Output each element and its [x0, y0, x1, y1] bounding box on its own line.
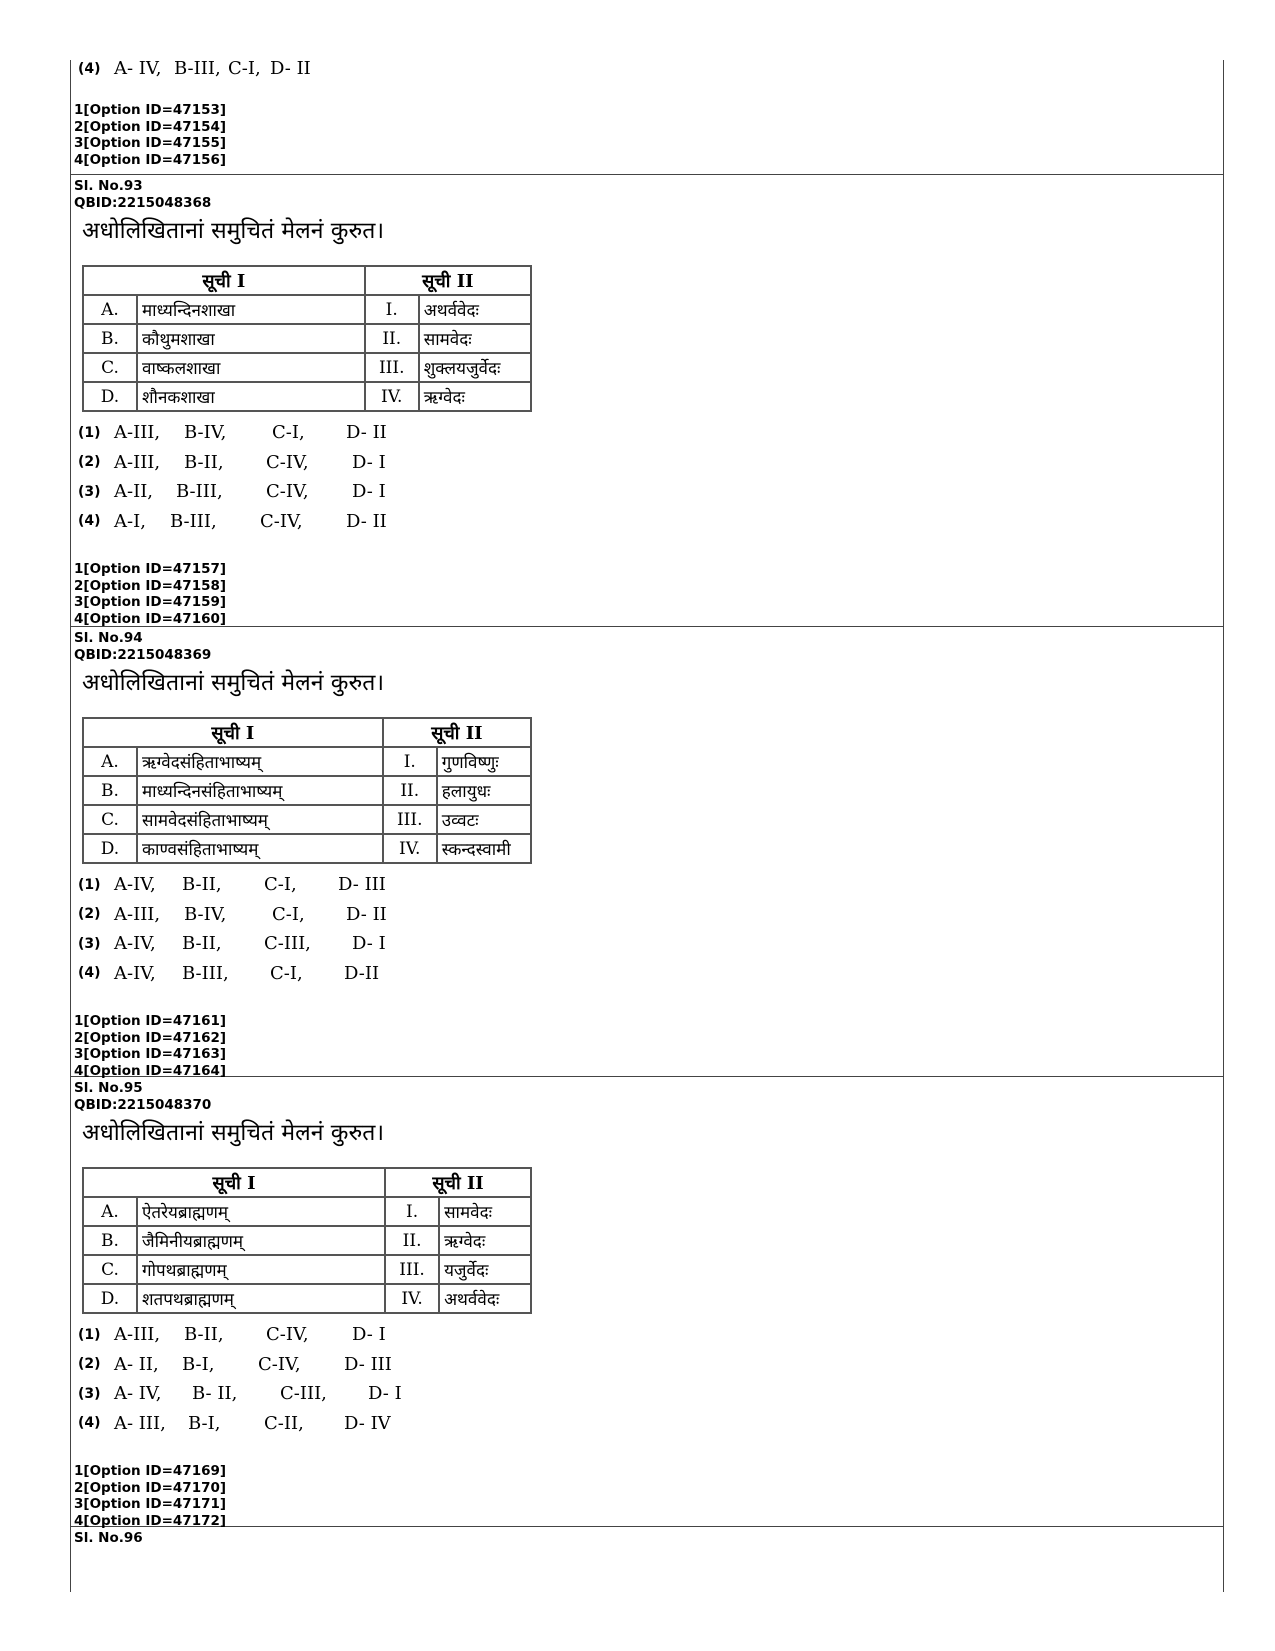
- option-part-d: D-II: [344, 962, 380, 984]
- option-id: 3[Option ID=47171]: [74, 1496, 227, 1512]
- question-95: [70, 1077, 1224, 1527]
- option-part-c: C-I,: [272, 422, 305, 444]
- option-part-d: D- IV: [344, 1412, 391, 1434]
- option-id-list: [74, 1013, 226, 1079]
- option-part-c: C-II,: [264, 1412, 304, 1434]
- list-1-item: कौथुमशाखा: [137, 324, 365, 353]
- serial-number: Sl. No.95: [74, 1080, 143, 1096]
- option-number: (4): [78, 60, 101, 77]
- option-part-c: C-I,: [272, 903, 305, 925]
- list-1-item: काण्वसंहिताभाष्यम्: [137, 834, 383, 863]
- option-part-b: B-II,: [184, 1324, 224, 1346]
- row-numeral: I.: [385, 1197, 439, 1226]
- list-1-item: माध्यन्दिनसंहिताभाष्यम्: [137, 776, 383, 805]
- option-part-b: B-IV,: [184, 422, 227, 444]
- column-header-list-2: सूची II: [383, 718, 531, 747]
- table-row: [83, 353, 531, 382]
- question-text: अधोलिखितानां समुचितं मेलनं कुरुत।: [82, 1120, 385, 1146]
- option-part-a: A-III,: [114, 451, 161, 473]
- list-1-item: वाष्कलशाखा: [137, 353, 365, 382]
- row-numeral: III.: [385, 1255, 439, 1284]
- list-1-item: शौनकशाखा: [137, 382, 365, 411]
- option-number: (4): [78, 1415, 101, 1432]
- option-part-b: B-I,: [182, 1353, 215, 1375]
- option-part-a: A-III,: [114, 422, 161, 444]
- row-letter: B.: [83, 324, 137, 353]
- list-2-item: अथर्ववेदः: [419, 295, 531, 324]
- table-header-row: [83, 718, 531, 747]
- option-part-d: D- I: [352, 933, 386, 955]
- table-row: [83, 295, 531, 324]
- option-row-3: [78, 477, 387, 507]
- option-part-c: C-IV,: [260, 510, 303, 532]
- table-row: [83, 1284, 531, 1313]
- option-id: 1[Option ID=47157]: [74, 561, 227, 577]
- option-row-4: [78, 1409, 402, 1439]
- row-numeral: IV.: [385, 1284, 439, 1313]
- option-part-d: D- III: [338, 874, 386, 896]
- list-2-item: यजुर्वेदः: [439, 1255, 531, 1284]
- row-numeral: II.: [383, 776, 437, 805]
- option-id: 2[Option ID=47154]: [74, 118, 227, 135]
- question-text: अधोलिखितानां समुचितं मेलनं कुरुत।: [82, 670, 385, 696]
- question-meta: [74, 630, 211, 664]
- list-1-item: जैमिनीयब्राह्मणम्: [137, 1226, 385, 1255]
- option-part-a: A- III,: [114, 1412, 166, 1434]
- match-table: [82, 1167, 532, 1314]
- option-part-b: B-II,: [182, 933, 222, 955]
- option-part-b: B-I,: [188, 1412, 221, 1434]
- row-numeral: IV.: [383, 834, 437, 863]
- option-part-b: B-II,: [184, 451, 224, 473]
- table-row: [83, 382, 531, 411]
- option-row-3: [78, 1379, 402, 1409]
- question-94: [70, 627, 1224, 1077]
- option-list: [78, 54, 311, 84]
- option-number: (4): [78, 965, 101, 982]
- option-part-b: B-III,: [182, 962, 229, 984]
- option-part-c: C-I,: [264, 874, 297, 896]
- option-id-list: [74, 561, 226, 627]
- option-number: (3): [78, 935, 101, 952]
- option-number: (2): [78, 906, 101, 923]
- list-2-item: ऋग्वेदः: [439, 1226, 531, 1255]
- question-meta: [74, 1530, 143, 1547]
- option-part-d: D- II: [346, 903, 387, 925]
- option-part-a: A-I,: [114, 510, 146, 532]
- qbid: QBID:2215048368: [74, 194, 212, 211]
- option-row-4: [78, 507, 387, 537]
- list-1-item: ऋग्वेदसंहिताभाष्यम्: [137, 747, 383, 776]
- option-list: [78, 1320, 402, 1438]
- option-part-a: A-III,: [114, 1324, 161, 1346]
- option-part-d: D- I: [352, 1324, 386, 1346]
- option-row-2: [78, 900, 387, 930]
- match-table: [82, 265, 532, 412]
- table-row: [83, 834, 531, 863]
- table-header-row: [83, 266, 531, 295]
- option-id-list: [74, 1463, 226, 1529]
- row-numeral: III.: [365, 353, 419, 382]
- option-part-c: C-I,: [270, 962, 303, 984]
- column-header-list-1: सूची I: [83, 1168, 385, 1197]
- serial-number: Sl. No.96: [74, 1530, 143, 1546]
- list-2-item: शुक्लयजुर्वेदः: [419, 353, 531, 382]
- option-id: 3[Option ID=47163]: [74, 1046, 227, 1062]
- option-number: (4): [78, 513, 101, 530]
- list-2-item: सामवेदः: [419, 324, 531, 353]
- table-row: [83, 747, 531, 776]
- option-id: 2[Option ID=47170]: [74, 1479, 227, 1496]
- option-part-d: D- I: [352, 451, 386, 473]
- row-letter: C.: [83, 805, 137, 834]
- list-1-item: गोपथब्राह्मणम्: [137, 1255, 385, 1284]
- list-1-item: ऐतरेयब्राह्मणम्: [137, 1197, 385, 1226]
- list-2-item: ऋग्वेदः: [419, 382, 531, 411]
- row-letter: B.: [83, 776, 137, 805]
- option-row-4: [78, 54, 311, 84]
- option-id: 2[Option ID=47158]: [74, 577, 227, 594]
- list-2-item: गुणविष्णुः: [437, 747, 531, 776]
- question-92-tail: [70, 52, 1224, 175]
- option-id-list: [74, 102, 226, 168]
- option-part-c: C-III,: [280, 1383, 327, 1405]
- row-numeral: II.: [365, 324, 419, 353]
- column-header-list-1: सूची I: [83, 718, 383, 747]
- option-part-c: C-IV,: [258, 1353, 301, 1375]
- option-id: 4[Option ID=47160]: [74, 610, 227, 627]
- option-part-c: C-IV,: [266, 481, 309, 503]
- row-letter: D.: [83, 1284, 137, 1313]
- option-part-b: B-III,: [170, 510, 217, 532]
- option-part-c: C-I,: [228, 58, 261, 80]
- qbid: QBID:2215048370: [74, 1096, 212, 1113]
- option-part-d: D- I: [352, 481, 386, 503]
- list-2-item: सामवेदः: [439, 1197, 531, 1226]
- option-number: (1): [78, 876, 101, 893]
- option-row-2: [78, 448, 387, 478]
- row-numeral: II.: [385, 1226, 439, 1255]
- table-header-row: [83, 1168, 531, 1197]
- table-row: [83, 805, 531, 834]
- option-number: (2): [78, 1356, 101, 1373]
- option-part-c: C-IV,: [266, 1324, 309, 1346]
- option-id: 3[Option ID=47159]: [74, 594, 227, 610]
- option-number: (1): [78, 424, 101, 441]
- option-part-c: C-IV,: [266, 451, 309, 473]
- row-letter: D.: [83, 382, 137, 411]
- option-list: [78, 870, 387, 988]
- question-text: अधोलिखितानां समुचितं मेलनं कुरुत।: [82, 218, 385, 244]
- option-part-a: A-IV,: [114, 933, 156, 955]
- column-header-list-1: सूची I: [83, 266, 365, 295]
- option-list: [78, 418, 387, 536]
- row-letter: C.: [83, 1255, 137, 1284]
- option-part-b: B-III,: [174, 58, 221, 80]
- option-row-4: [78, 959, 387, 989]
- option-id: 4[Option ID=47172]: [74, 1512, 227, 1529]
- option-row-3: [78, 929, 387, 959]
- list-1-item: सामवेदसंहिताभाष्यम्: [137, 805, 383, 834]
- question-meta: [74, 178, 211, 212]
- option-part-a: A- IV,: [114, 58, 162, 80]
- option-id: 3[Option ID=47155]: [74, 135, 227, 151]
- match-table: [82, 717, 532, 864]
- option-part-b: B-III,: [176, 481, 223, 503]
- list-2-item: उव्वटः: [437, 805, 531, 834]
- list-1-item: माध्यन्दिनशाखा: [137, 295, 365, 324]
- table-row: [83, 324, 531, 353]
- column-header-list-2: सूची II: [385, 1168, 531, 1197]
- serial-number: Sl. No.94: [74, 630, 143, 646]
- option-id: 1[Option ID=47161]: [74, 1013, 227, 1029]
- option-id: 2[Option ID=47162]: [74, 1029, 227, 1046]
- row-numeral: IV.: [365, 382, 419, 411]
- option-number: (3): [78, 483, 101, 500]
- table-row: [83, 776, 531, 805]
- option-part-b: B-II,: [182, 874, 222, 896]
- option-part-a: A- IV,: [114, 1383, 162, 1405]
- row-letter: A.: [83, 747, 137, 776]
- qbid: QBID:2215048369: [74, 646, 212, 663]
- question-meta: [74, 1080, 211, 1114]
- option-id: 4[Option ID=47164]: [74, 1062, 227, 1079]
- serial-number: Sl. No.93: [74, 178, 143, 194]
- option-number: (3): [78, 1385, 101, 1402]
- option-id: 4[Option ID=47156]: [74, 151, 227, 168]
- option-part-d: D- II: [270, 58, 311, 80]
- option-part-c: C-III,: [264, 933, 311, 955]
- row-letter: C.: [83, 353, 137, 382]
- row-numeral: I.: [365, 295, 419, 324]
- option-part-a: A-IV,: [114, 962, 156, 984]
- option-id: 1[Option ID=47153]: [74, 102, 227, 118]
- option-part-a: A- II,: [114, 1353, 159, 1375]
- option-part-b: B-IV,: [184, 903, 227, 925]
- option-number: (2): [78, 454, 101, 471]
- list-2-item: स्कन्दस्वामी: [437, 834, 531, 863]
- option-part-d: D- II: [346, 510, 387, 532]
- option-part-d: D- II: [346, 422, 387, 444]
- question-93: [70, 175, 1224, 627]
- list-1-item: शतपथब्राह्मणम्: [137, 1284, 385, 1313]
- column-header-list-2: सूची II: [365, 266, 531, 295]
- option-row-1: [78, 870, 387, 900]
- option-row-1: [78, 418, 387, 448]
- option-part-d: D- I: [368, 1383, 402, 1405]
- row-letter: A.: [83, 295, 137, 324]
- table-row: [83, 1226, 531, 1255]
- row-letter: B.: [83, 1226, 137, 1255]
- option-id: 1[Option ID=47169]: [74, 1463, 227, 1479]
- question-96: [70, 1527, 1224, 1567]
- list-2-item: अथर्ववेदः: [439, 1284, 531, 1313]
- option-part-d: D- III: [344, 1353, 392, 1375]
- option-row-2: [78, 1350, 402, 1380]
- option-part-a: A-IV,: [114, 874, 156, 896]
- option-part-a: A-II,: [114, 481, 154, 503]
- option-row-1: [78, 1320, 402, 1350]
- table-row: [83, 1197, 531, 1226]
- list-2-item: हलायुधः: [437, 776, 531, 805]
- row-numeral: III.: [383, 805, 437, 834]
- option-part-a: A-III,: [114, 903, 161, 925]
- option-number: (1): [78, 1326, 101, 1343]
- row-letter: A.: [83, 1197, 137, 1226]
- option-part-b: B- II,: [192, 1383, 238, 1405]
- row-letter: D.: [83, 834, 137, 863]
- row-numeral: I.: [383, 747, 437, 776]
- table-row: [83, 1255, 531, 1284]
